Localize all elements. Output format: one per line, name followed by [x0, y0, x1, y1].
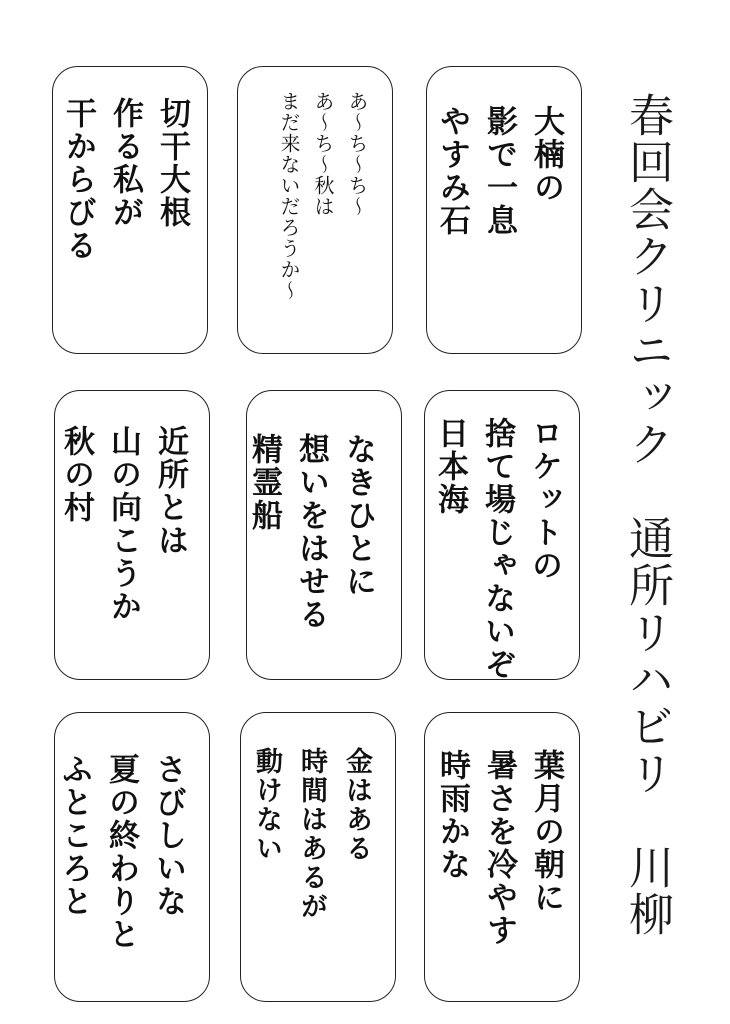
poem-line: なきひとに: [340, 433, 376, 598]
poem-text: [428, 105, 569, 339]
senryu-card: [424, 712, 580, 1002]
poem-text: [272, 91, 374, 339]
poem-line: 精霊船: [246, 433, 282, 532]
poem-line: 時雨かな: [434, 749, 470, 881]
page-title: 春回会クリニック 通所リハビリ 川柳: [621, 92, 674, 938]
poem-line: あ〜ち〜秋は: [311, 91, 335, 217]
senryu-card: [240, 712, 396, 1002]
poem-line: ロケットの: [526, 417, 562, 582]
senryu-card: [52, 66, 208, 354]
poem-text: [426, 417, 567, 681]
poem-line: 切干大根: [154, 97, 190, 229]
poem-line: 暑さを冷やす: [481, 749, 517, 947]
poem-line: 山の向こうか: [105, 425, 141, 623]
poem-line: 近所とは: [152, 425, 188, 557]
poem-line: 葉月の朝に: [528, 749, 564, 914]
poem-line: 影で一息: [481, 105, 517, 237]
senryu-card: [426, 66, 582, 354]
poem-line: まだ来ないだろうか〜: [277, 91, 301, 301]
senryu-card: [424, 390, 580, 680]
poem-text: [428, 749, 569, 987]
poem-line: さびしいな: [150, 753, 186, 918]
poem-line: あ〜ち〜ち〜: [345, 91, 369, 217]
senryu-card: [54, 712, 210, 1002]
senryu-card: [54, 390, 210, 680]
poem-text: [240, 433, 381, 665]
poem-line: 想いをはせる: [293, 433, 329, 631]
poem-line: やすみ石: [434, 105, 470, 237]
poem-text: [244, 747, 379, 987]
poem-line: 作る私が: [107, 97, 143, 229]
poem-line: 日本海: [432, 417, 468, 516]
poem-line: 金はある: [341, 747, 372, 863]
poem-line: 秋の村: [58, 425, 94, 524]
poem-text: [50, 753, 191, 987]
poem-line: 動けない: [251, 747, 282, 863]
poem-line: 捨て場じゃないぞ: [479, 417, 515, 681]
senryu-card: [237, 66, 393, 354]
poem-line: 大楠の: [528, 105, 564, 204]
poem-line: ふところと: [56, 753, 92, 918]
senryu-card: [246, 390, 402, 680]
poem-line: 干からびる: [60, 97, 96, 262]
poem-text: [54, 97, 195, 339]
poem-line: 時間はあるが: [296, 747, 327, 921]
poem-line: 夏の終わりと: [103, 753, 139, 951]
poem-text: [52, 425, 193, 665]
